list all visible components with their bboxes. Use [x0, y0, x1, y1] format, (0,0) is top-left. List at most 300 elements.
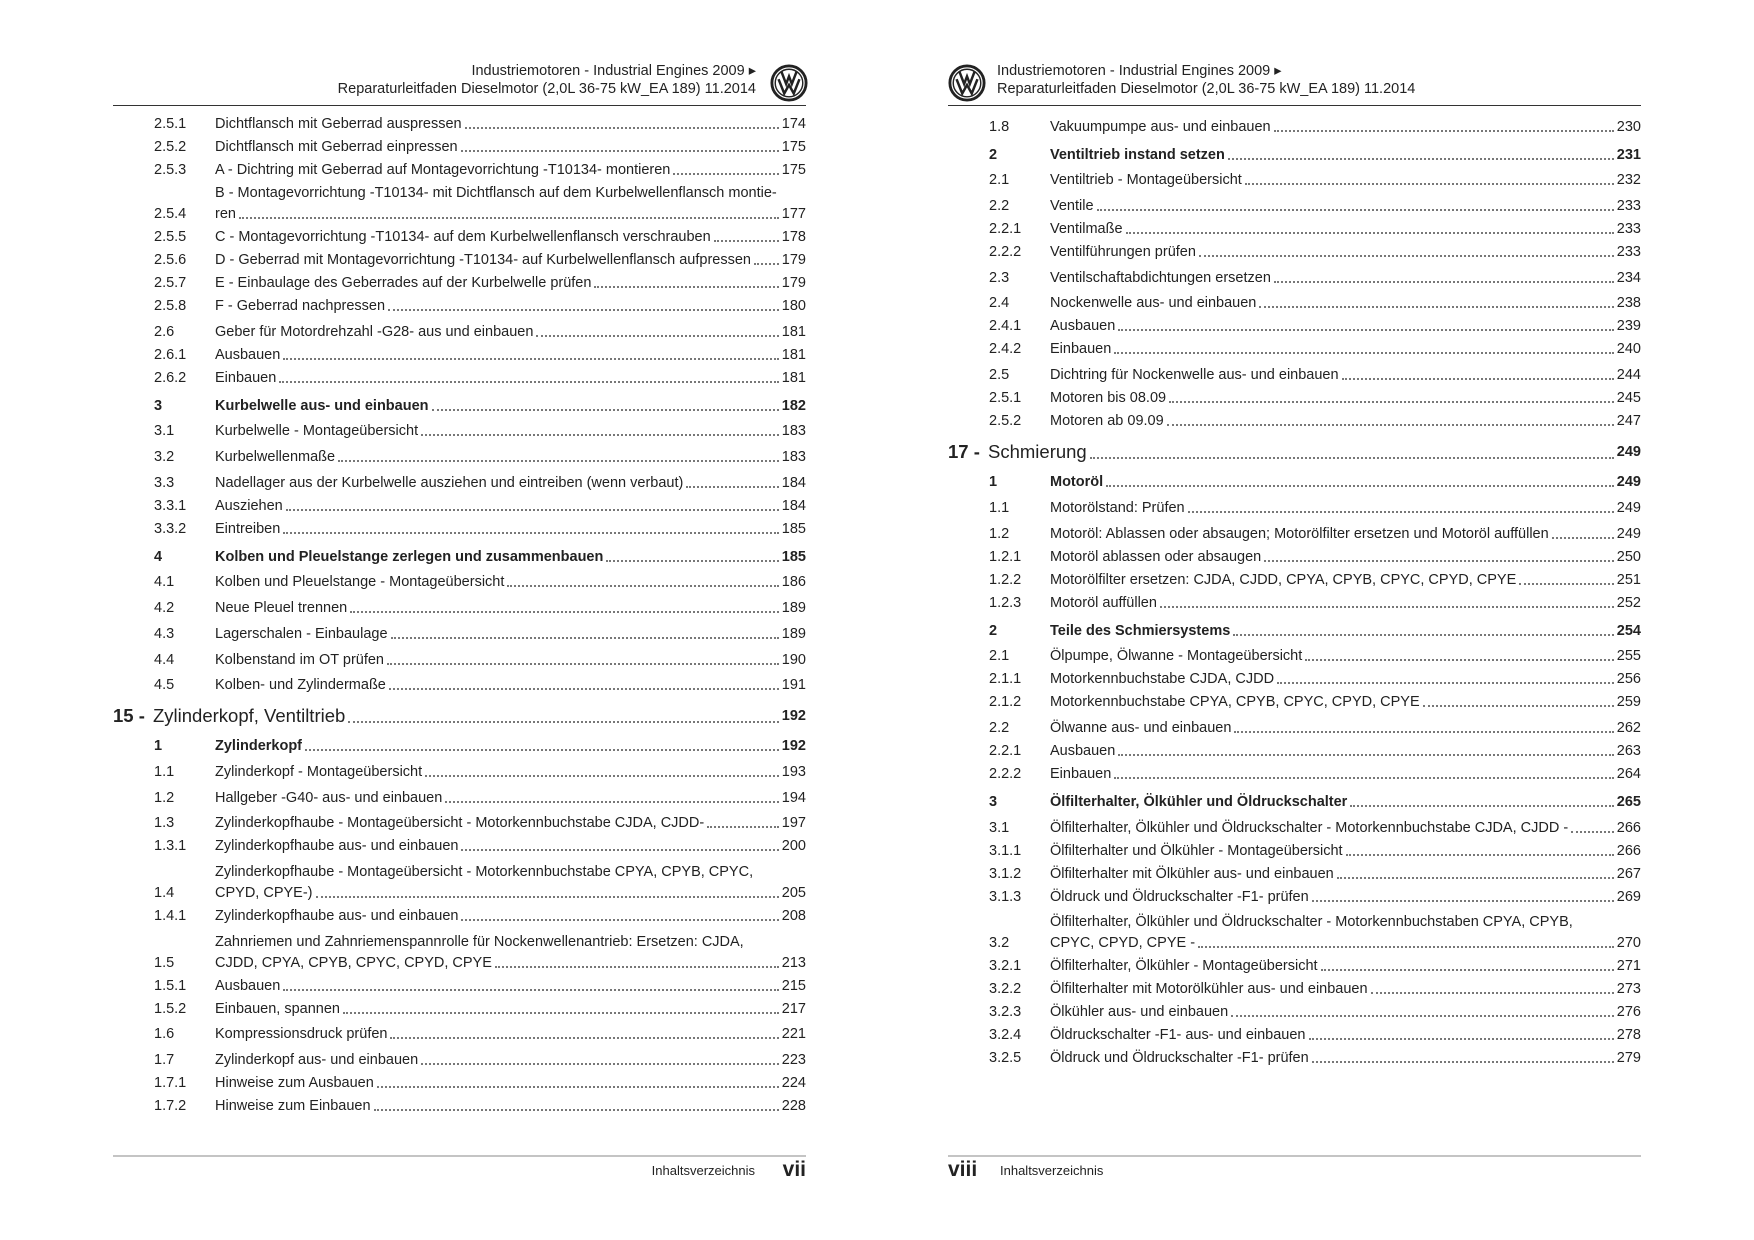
entry-title: Ventiltrieb - Montageübersicht — [1050, 172, 1242, 189]
toc-entry[interactable] — [948, 1026, 1641, 1044]
entry-page-number[interactable]: 178 — [781, 229, 806, 245]
toc-entry[interactable] — [113, 138, 806, 156]
dot-leader — [390, 1037, 778, 1039]
header-line-2: Reparaturleitfaden Dieselmotor (2,0L 36-75 kW_EA 189) 11.2014 — [337, 81, 756, 97]
entry-page-number[interactable]: 249 — [1616, 499, 1641, 516]
dot-leader — [594, 286, 778, 288]
toc-entry[interactable] — [948, 765, 1641, 783]
entry-number: 2.1 — [989, 648, 1010, 665]
entry-page-number[interactable]: 231 — [1616, 146, 1641, 163]
entry-number: 3.2 — [154, 449, 175, 466]
toc-entry[interactable] — [113, 497, 806, 515]
dot-leader — [283, 358, 778, 360]
dot-leader — [606, 560, 778, 562]
entry-page-number[interactable]: 276 — [1616, 1004, 1641, 1021]
toc-entry[interactable] — [948, 594, 1641, 612]
entry-page-number[interactable]: 230 — [1616, 118, 1641, 135]
entry-number: 2.2 — [989, 198, 1010, 215]
entry-title-line — [1050, 118, 1641, 136]
entry-page-number[interactable]: 279 — [1616, 1050, 1641, 1067]
entry-number: 4.5 — [154, 677, 175, 694]
entry-page-number[interactable]: 232 — [1616, 172, 1641, 189]
toc-entry[interactable] — [948, 719, 1641, 737]
entry-title-line — [1050, 719, 1641, 737]
entry-title-line — [1050, 294, 1641, 312]
toc-entry[interactable] — [948, 980, 1641, 998]
toc-entry[interactable] — [113, 520, 806, 538]
entry-title-line — [215, 1074, 806, 1092]
toc-entry[interactable] — [113, 625, 806, 643]
header-line-1: Industriemotoren - Industrial Engines 2009 ▸ — [997, 63, 1282, 79]
dot-leader — [1342, 378, 1614, 380]
toc-entry[interactable] — [948, 243, 1641, 261]
entry-number: 4 — [154, 548, 163, 565]
page-number: vii — [782, 1158, 806, 1181]
entry-number: 2.1.2 — [989, 694, 1022, 711]
entry-title: Hinweise zum Einbauen — [215, 1098, 371, 1114]
entry-page-number[interactable]: 190 — [781, 651, 806, 668]
toc-entry[interactable] — [113, 907, 806, 925]
entry-title-line — [1050, 647, 1641, 665]
entry-title-block — [1050, 622, 1641, 640]
toc-entry[interactable] — [948, 1003, 1641, 1021]
entry-number: 3.2.5 — [989, 1050, 1022, 1067]
entry-page-number[interactable]: 240 — [1616, 341, 1641, 358]
entry-title-line — [1050, 980, 1641, 998]
footer-rule — [948, 1155, 1641, 1157]
entry-title: Zahnriemen und Zahnriemenspannrolle für Nockenwellenantrieb: Ersetzen: CJDA, — [215, 933, 744, 950]
dot-leader — [1188, 511, 1614, 513]
toc-entry[interactable] — [113, 184, 806, 223]
entry-title: Ölkühler aus- und einbauen — [1050, 1004, 1229, 1021]
toc-entry[interactable] — [948, 366, 1641, 384]
entry-title-line — [1050, 317, 1641, 335]
entry-title-line — [1050, 693, 1641, 711]
entry-page-number[interactable]: 208 — [781, 907, 806, 924]
toc-entry[interactable] — [113, 228, 806, 246]
entry-page-number[interactable]: 256 — [1616, 671, 1641, 688]
entry-number: 2.5.3 — [154, 162, 187, 178]
entry-page-number[interactable]: 205 — [781, 884, 806, 901]
entry-number: 2.2.2 — [989, 244, 1022, 261]
entry-number: 1.2 — [154, 789, 175, 806]
toc-entry[interactable] — [113, 274, 806, 292]
entry-page-number[interactable]: 183 — [781, 423, 806, 440]
entry-page-number[interactable]: 192 — [781, 738, 806, 755]
toc-entry[interactable] — [948, 389, 1641, 407]
entry-page-number[interactable]: 245 — [1616, 390, 1641, 407]
toc-entry[interactable] — [948, 819, 1641, 837]
toc-entry[interactable] — [948, 742, 1641, 760]
entry-page-number[interactable]: 185 — [781, 548, 806, 565]
entry-page-number[interactable]: 247 — [1616, 413, 1641, 430]
entry-page-number[interactable]: 223 — [781, 1052, 806, 1068]
entry-title-line — [1050, 243, 1641, 261]
dot-leader — [1371, 992, 1614, 994]
entry-page-number[interactable]: 262 — [1616, 719, 1641, 736]
entry-page-number[interactable]: 186 — [781, 574, 806, 591]
entry-title: E - Einbaulage des Geberrades auf der Kurbelwelle prüfen — [215, 275, 592, 291]
entry-title-block — [215, 497, 806, 515]
dot-leader — [1277, 682, 1614, 684]
entry-title-block — [215, 474, 806, 492]
toc-entry[interactable] — [948, 269, 1641, 287]
entry-title-line — [215, 625, 806, 643]
entry-number: 3.3.2 — [154, 520, 187, 537]
entry-title: C - Montagevorrichtung -T10134- auf dem Kurbelwellenflansch verschrauben — [215, 229, 711, 245]
entry-title-line — [1050, 793, 1641, 811]
entry-title-block — [215, 651, 806, 669]
entry-page-number[interactable]: 217 — [781, 1000, 806, 1017]
toc-entry[interactable] — [948, 1049, 1641, 1067]
entry-title-block — [1050, 693, 1641, 711]
toc-entry[interactable] — [113, 1097, 806, 1115]
entry-title-block — [215, 837, 806, 855]
entry-page-number[interactable]: 181 — [781, 346, 806, 363]
entry-title-block — [1050, 340, 1641, 358]
entry-page-number[interactable]: 249 — [1616, 525, 1641, 542]
entry-number: 1.3 — [154, 815, 175, 832]
entry-title-line — [215, 1025, 806, 1043]
entry-number: 1.7.1 — [154, 1075, 187, 1091]
entry-number: 1.1 — [989, 499, 1010, 516]
toc-entry[interactable] — [113, 448, 806, 466]
entry-page-number[interactable]: 191 — [781, 677, 806, 694]
toc-entry[interactable] — [948, 571, 1641, 589]
dot-leader — [1274, 130, 1614, 132]
toc-entry[interactable] — [948, 220, 1641, 238]
entry-title-line — [1050, 473, 1641, 491]
entry-title-line — [1050, 197, 1641, 215]
dot-leader — [391, 637, 779, 639]
toc-entry[interactable] — [113, 1051, 806, 1069]
entry-title-line — [1050, 220, 1641, 238]
dot-leader — [387, 663, 779, 665]
toc-entry[interactable] — [948, 888, 1641, 906]
entry-title: Dichtring für Nockenwelle aus- und einbauen — [1050, 367, 1339, 384]
dot-leader — [343, 1012, 779, 1014]
dot-leader — [432, 409, 779, 411]
entry-page-number[interactable]: 183 — [781, 449, 806, 466]
entry-title-line — [215, 520, 806, 538]
entry-number: 2.5.8 — [154, 298, 187, 314]
toc-entry[interactable] — [113, 369, 806, 387]
entry-page-number[interactable]: 179 — [781, 275, 806, 291]
entry-page-number[interactable]: 175 — [781, 162, 806, 178]
entry-title-line — [215, 737, 806, 755]
toc-entry[interactable] — [948, 865, 1641, 883]
entry-page-number[interactable]: 255 — [1616, 648, 1641, 665]
entry-title: F - Geberrad nachpressen — [215, 298, 386, 314]
entry-page-number[interactable]: 251 — [1616, 571, 1641, 588]
entry-title-block — [215, 228, 806, 246]
dot-leader — [1337, 877, 1614, 879]
entry-title-block — [988, 441, 1641, 463]
entry-number: 1.2.2 — [989, 571, 1022, 588]
entry-page-number[interactable]: 194 — [781, 789, 806, 806]
entry-page-number[interactable]: 184 — [781, 497, 806, 514]
entry-number: 1.1 — [154, 763, 175, 780]
toc-entry[interactable] — [113, 161, 806, 179]
header-line-2: Reparaturleitfaden Dieselmotor (2,0L 36-75 kW_EA 189) 11.2014 — [997, 81, 1416, 97]
entry-title: Kurbelwellenmaße — [215, 449, 336, 466]
entry-title: Zylinderkopfhaube - Montageübersicht - Motorkennbuchstabe CPYA, CPYB, CPYC, — [215, 863, 754, 880]
toc-list-left — [113, 110, 806, 1115]
entry-page-number[interactable]: 185 — [781, 520, 806, 537]
toc-entry[interactable] — [948, 412, 1641, 430]
entry-title: Motoröl ablassen oder absaugen — [1050, 548, 1262, 565]
toc-entry[interactable] — [948, 913, 1641, 952]
toc-entry[interactable] — [113, 863, 806, 902]
entry-title-block — [215, 933, 806, 972]
entry-page-number[interactable]: 278 — [1616, 1027, 1641, 1044]
dot-leader — [1309, 1038, 1614, 1040]
entry-page-number[interactable]: 233 — [1616, 198, 1641, 215]
toc-entry[interactable] — [113, 814, 806, 832]
entry-number: 2.6 — [154, 323, 175, 340]
toc-entry[interactable] — [113, 115, 806, 133]
entry-title: Ölfilterhalter, Ölkühler und Öldruckschalter - Motorkennbuchstabe CJDA, CJDD - — [1050, 819, 1569, 836]
toc-entry[interactable] — [948, 118, 1641, 136]
entry-page-number[interactable]: 179 — [781, 252, 806, 268]
toc-entry[interactable] — [948, 317, 1641, 335]
toc-entry[interactable] — [113, 397, 806, 415]
dot-leader — [1305, 659, 1614, 661]
toc-entry[interactable] — [113, 346, 806, 364]
entry-page-number[interactable]: 189 — [781, 625, 806, 642]
toc-entry[interactable] — [948, 793, 1641, 811]
entry-page-number[interactable]: 234 — [1616, 269, 1641, 286]
toc-entry[interactable] — [948, 647, 1641, 665]
entry-title-block — [215, 138, 806, 156]
dot-leader — [1090, 457, 1614, 459]
dot-leader — [1160, 606, 1614, 608]
dot-leader — [465, 127, 779, 129]
toc-entry[interactable] — [113, 323, 806, 341]
entry-page-number[interactable]: 254 — [1616, 622, 1641, 639]
entry-title: Motoren bis 08.09 — [1050, 390, 1167, 407]
entry-page-number[interactable]: 252 — [1616, 594, 1641, 611]
toc-entry[interactable] — [113, 297, 806, 315]
entry-page-number[interactable]: 175 — [781, 139, 806, 155]
entry-title-block — [1050, 594, 1641, 612]
dot-leader — [686, 486, 778, 488]
entry-page-number[interactable]: 265 — [1616, 793, 1641, 810]
entry-page-number[interactable]: 189 — [781, 600, 806, 617]
entry-number: 1.7.2 — [154, 1098, 187, 1114]
entry-title-block — [215, 369, 806, 387]
toc-entry[interactable] — [113, 573, 806, 591]
dot-leader — [1118, 329, 1613, 331]
entry-page-number[interactable]: 273 — [1616, 981, 1641, 998]
entry-page-number[interactable]: 233 — [1616, 244, 1641, 261]
entry-title-line — [215, 346, 806, 364]
entry-title-block — [1050, 317, 1641, 335]
entry-title: Motoröl: Ablassen oder absaugen; Motorölfilter ersetzen und Motoröl auffüllen — [1050, 525, 1549, 542]
toc-entry[interactable] — [113, 1000, 806, 1018]
entry-page-number[interactable]: 177 — [781, 206, 806, 222]
entry-page-number[interactable]: 263 — [1616, 742, 1641, 759]
toc-entry[interactable] — [113, 676, 806, 694]
toc-entry[interactable] — [113, 651, 806, 669]
entry-title: Neue Pleuel trennen — [215, 600, 348, 617]
toc-chapter-entry[interactable] — [948, 441, 1641, 463]
entry-page-number[interactable]: 224 — [781, 1075, 806, 1091]
entry-title: Ventile — [1050, 198, 1094, 215]
entry-title-continuation: CJDD, CPYA, CPYB, CPYC, CPYD, CPYE — [215, 954, 492, 971]
entry-page-number[interactable]: 266 — [1616, 842, 1641, 859]
entry-page-number[interactable]: 181 — [781, 323, 806, 340]
entry-title-line — [215, 474, 806, 492]
entry-title-block — [1050, 146, 1641, 164]
toc-entry[interactable] — [948, 146, 1641, 164]
toc-entry[interactable] — [948, 171, 1641, 189]
toc-entry[interactable] — [948, 842, 1641, 860]
entry-page-number[interactable]: 249 — [1616, 474, 1641, 491]
toc-entry[interactable] — [948, 473, 1641, 491]
entry-title-line — [215, 789, 806, 807]
entry-page-number[interactable]: 238 — [1616, 295, 1641, 312]
entry-title-continuation-line — [215, 205, 806, 223]
entry-title-line — [1050, 146, 1641, 164]
dot-leader — [1228, 158, 1614, 160]
entry-number: 2.5.2 — [989, 413, 1022, 430]
entry-title-block — [215, 907, 806, 925]
toc-entry[interactable] — [948, 957, 1641, 975]
dot-leader — [1259, 306, 1613, 308]
entry-title-line — [215, 599, 806, 617]
toc-entry[interactable] — [113, 737, 806, 755]
toc-entry[interactable] — [113, 1074, 806, 1092]
entry-title-line — [215, 297, 806, 315]
entry-page-number[interactable]: 250 — [1616, 548, 1641, 565]
dot-leader — [1199, 255, 1614, 257]
toc-entry[interactable] — [113, 599, 806, 617]
entry-title-line — [215, 573, 806, 591]
entry-title-line — [1050, 1003, 1641, 1021]
dot-leader — [1234, 731, 1613, 733]
toc-entry[interactable] — [113, 422, 806, 440]
entry-title-block — [215, 1097, 806, 1115]
entry-title: A - Dichtring mit Geberrad auf Montagevorrichtung -T10134- montieren — [215, 162, 671, 178]
toc-entry[interactable] — [948, 525, 1641, 543]
entry-title: Zylinderkopf aus- und einbauen — [215, 1052, 419, 1068]
entry-number: 2 — [989, 622, 998, 639]
entry-page-number[interactable]: 270 — [1616, 935, 1641, 952]
entry-page-number[interactable]: 213 — [781, 954, 806, 971]
entry-number: 15 - — [113, 705, 145, 727]
entry-title: Einbauen — [215, 369, 277, 386]
entry-page-number[interactable]: 181 — [781, 369, 806, 386]
entry-page-number[interactable]: 174 — [781, 116, 806, 132]
entry-page-number[interactable]: 264 — [1616, 765, 1641, 782]
entry-page-number[interactable]: 184 — [781, 474, 806, 491]
toc-entry[interactable] — [948, 197, 1641, 215]
entry-title: Kolbenstand im OT prüfen — [215, 651, 384, 668]
entry-title-block — [215, 161, 806, 179]
entry-number: 3.2.1 — [989, 958, 1022, 975]
toc-entry[interactable] — [948, 622, 1641, 640]
entry-title-block — [1050, 243, 1641, 261]
entry-number: 4.4 — [154, 651, 175, 668]
toc-entry[interactable] — [113, 789, 806, 807]
entry-title-block — [215, 422, 806, 440]
entry-title: Schmierung — [988, 441, 1087, 463]
vw-logo-icon — [948, 64, 986, 102]
entry-page-number[interactable]: 228 — [781, 1098, 806, 1114]
entry-title-block — [215, 863, 806, 902]
entry-page-number[interactable]: 221 — [781, 1026, 806, 1043]
entry-title-line — [1050, 366, 1641, 384]
entry-page-number[interactable]: 269 — [1616, 888, 1641, 905]
toc-entry[interactable] — [113, 837, 806, 855]
entry-title: Ventilschaftabdichtungen ersetzen — [1050, 269, 1271, 286]
entry-title: Öldruckschalter -F1- aus- und einbauen — [1050, 1027, 1306, 1044]
toc-entry[interactable] — [113, 251, 806, 269]
entry-number: 3.1 — [154, 423, 175, 440]
toc-entry[interactable] — [113, 1025, 806, 1043]
entry-title-line — [1050, 389, 1641, 407]
left-page — [113, 0, 806, 1240]
toc-entry[interactable] — [113, 977, 806, 995]
dot-leader — [1519, 583, 1614, 585]
toc-entry[interactable] — [113, 763, 806, 781]
entry-title-block — [1050, 473, 1641, 491]
entry-title: Ausbauen — [215, 346, 281, 363]
entry-page-number[interactable]: 239 — [1616, 318, 1641, 335]
entry-number: 3.1 — [989, 819, 1010, 836]
entry-page-number[interactable]: 193 — [781, 763, 806, 780]
toc-entry[interactable] — [113, 933, 806, 972]
entry-page-number[interactable]: 197 — [781, 815, 806, 832]
entry-page-number[interactable]: 266 — [1616, 819, 1641, 836]
entry-page-number[interactable]: 200 — [781, 838, 806, 855]
entry-page-number[interactable]: 182 — [781, 397, 806, 414]
toc-entry[interactable] — [948, 693, 1641, 711]
entry-page-number[interactable]: 192 — [781, 708, 806, 725]
entry-title: Öldruck und Öldruckschalter -F1- prüfen — [1050, 1050, 1309, 1067]
entry-title-line — [215, 448, 806, 466]
entry-page-number[interactable]: 244 — [1616, 367, 1641, 384]
entry-page-number[interactable]: 271 — [1616, 958, 1641, 975]
entry-number: 2.4.1 — [989, 318, 1022, 335]
toc-entry[interactable] — [948, 548, 1641, 566]
toc-entry[interactable] — [948, 294, 1641, 312]
entry-page-number[interactable]: 259 — [1616, 694, 1641, 711]
header-rule — [948, 105, 1641, 106]
entry-number: 2.2 — [989, 719, 1010, 736]
entry-title-block — [1050, 719, 1641, 737]
entry-page-number[interactable]: 180 — [781, 298, 806, 314]
entry-page-number[interactable]: 249 — [1616, 444, 1641, 461]
toc-entry[interactable] — [113, 474, 806, 492]
toc-chapter-entry[interactable] — [113, 705, 806, 727]
toc-entry[interactable] — [113, 548, 806, 566]
toc-entry[interactable] — [948, 670, 1641, 688]
toc-entry[interactable] — [948, 340, 1641, 358]
dot-leader — [1264, 560, 1614, 562]
entry-title-line — [215, 651, 806, 669]
entry-page-number[interactable]: 233 — [1616, 221, 1641, 238]
entry-page-number[interactable]: 267 — [1616, 865, 1641, 882]
entry-title: Zylinderkopf - Montageübersicht — [215, 763, 423, 780]
entry-title: Teile des Schmiersystems — [1050, 622, 1231, 639]
entry-page-number[interactable]: 215 — [781, 977, 806, 994]
toc-entry[interactable] — [948, 499, 1641, 517]
entry-number: 4.3 — [154, 625, 175, 642]
entry-number: 1.5.1 — [154, 977, 187, 994]
entry-title: Motoröl auffüllen — [1050, 594, 1157, 611]
